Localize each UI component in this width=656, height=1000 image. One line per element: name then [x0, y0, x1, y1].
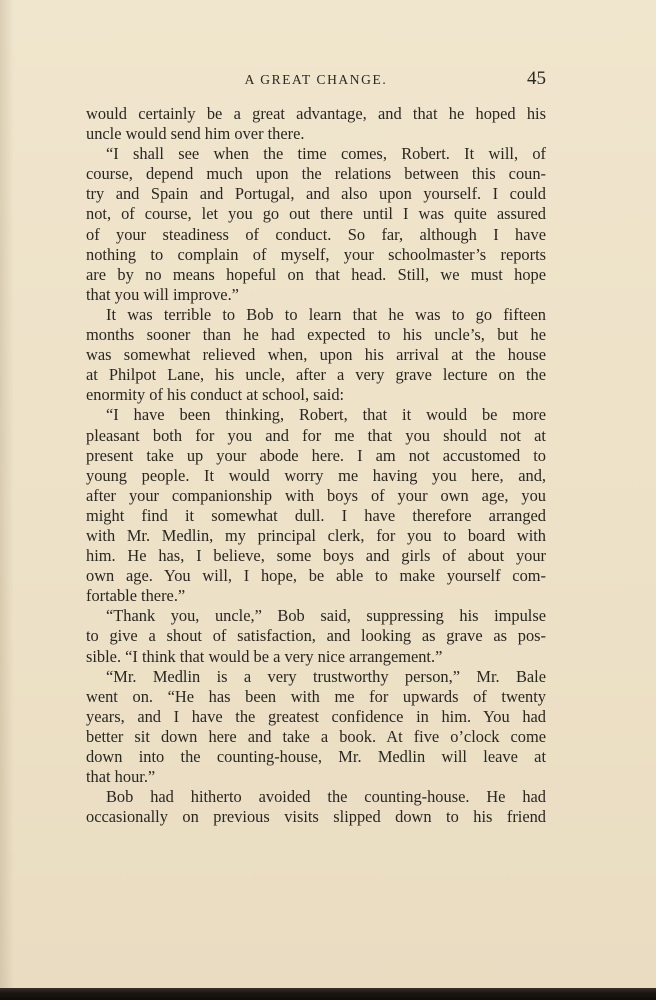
text-line: would certainly be a great advantage, and that he hoped his: [86, 104, 546, 123]
text-line: that hour.”: [86, 767, 156, 787]
text-line: him. He has, I believe, some boys and girls of about your: [86, 546, 546, 566]
text-line: to give a shout of satisfaction, and looking as grave as pos-: [86, 626, 546, 646]
text-line: after your companionship with boys of your own age, you: [86, 485, 546, 505]
text-line: try and Spain and Portugal, and also upon yourself. I could: [86, 184, 546, 204]
text-line: at Philpot Lane, his uncle, after a very grave lecture on the: [86, 365, 546, 385]
text-line: fortable there.”: [86, 586, 186, 606]
text-line: better sit down here and take a book. At five o’clock come: [86, 726, 546, 746]
text-line: down into the counting-house, Mr. Medlin will leave at: [86, 747, 546, 766]
running-title: A GREAT CHANGE.: [244, 72, 388, 87]
text-line: that you will improve.”: [86, 284, 239, 304]
text-line: years, and I have the greatest confidence in him. You had: [86, 706, 546, 726]
text-line: went on. “He has been with me for upwards of twenty: [86, 686, 546, 706]
text-line: was somewhat relieved when, upon his arrival at the house: [86, 345, 546, 365]
text-line: “Thank you, uncle,” Bob said, suppressing his impulse: [106, 606, 546, 626]
text-line: occasionally on previous visits slipped down to his friend: [86, 807, 546, 827]
page-number: 45: [527, 68, 546, 89]
text-line: “Mr. Medlin is a very trustworthy person,” Mr. Bale: [106, 666, 546, 686]
text-line: enormity of his conduct at school, said:: [86, 385, 345, 405]
text-line: nothing to complain of myself, your schoolmaster’s reports: [86, 244, 546, 264]
text-line: uncle would send him over there.: [86, 124, 305, 144]
page-header: [86, 68, 546, 92]
text-line: are by no means hopeful on that head. Still, we must hope: [86, 264, 546, 284]
body-text: [86, 104, 546, 827]
text-line: Bob had hitherto avoided the counting-house. He had: [106, 787, 546, 807]
scan-bottom-edge: [0, 988, 656, 1000]
text-line: of your steadiness of conduct. So far, although I have: [86, 224, 546, 244]
text-line: with Mr. Medlin, my principal clerk, for you to board with: [86, 525, 546, 545]
text-line: own age. You will, I hope, be able to make yourself com-: [86, 566, 546, 586]
text-line: might find it somewhat dull. I have therefore arranged: [86, 505, 546, 525]
text-line: course, depend much upon the relations between this coun-: [86, 164, 546, 184]
text-line: pleasant both for you and for me that you should not at: [86, 425, 546, 445]
text-line: “I have been thinking, Robert, that it would be more: [106, 405, 546, 425]
text-line: months sooner than he had expected to his uncle’s, but he: [86, 325, 546, 345]
page-edge-shadow: [0, 0, 14, 1000]
text-line: young people. It would worry me having you here, and,: [86, 465, 546, 485]
text-line: not, of course, let you go out there until I was quite assured: [86, 204, 546, 224]
text-line: present take up your abode here. I am not accustomed to: [86, 445, 546, 465]
text-line: “I shall see when the time comes, Robert. It will, of: [106, 144, 546, 164]
text-line: It was terrible to Bob to learn that he was to go fifteen: [106, 304, 546, 324]
text-line: sible. “I think that would be a very nice arrangement.”: [86, 646, 443, 666]
